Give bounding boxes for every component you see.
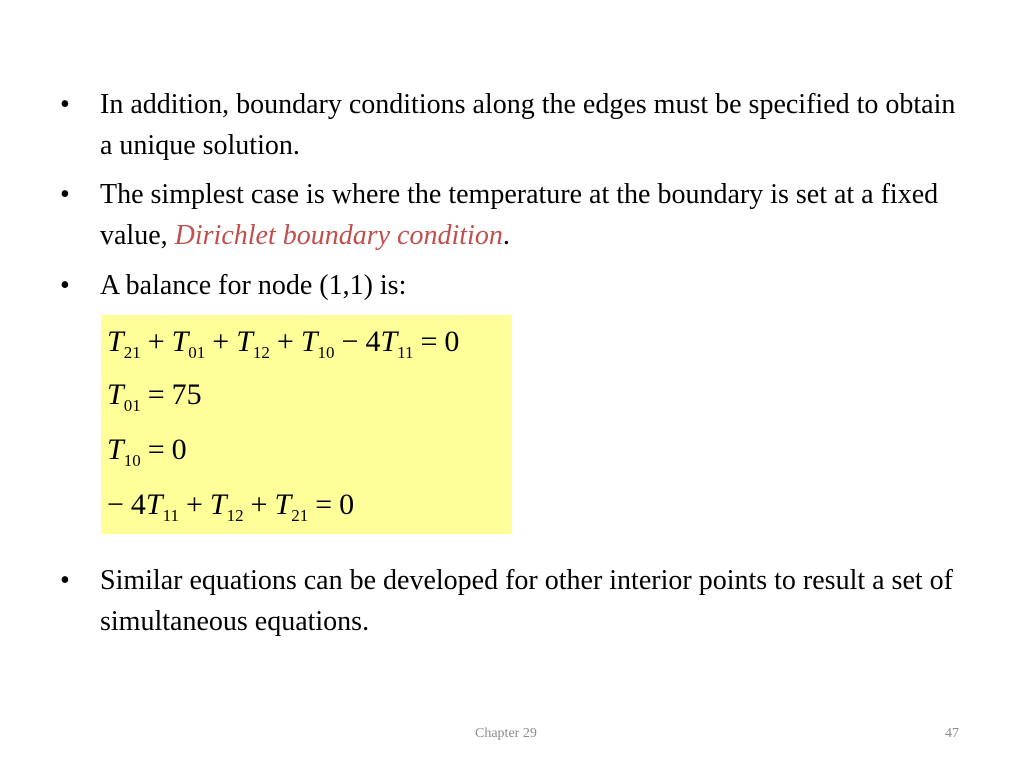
bullet-4-text: Similar equations can be developed for other interior points to result a set of simultaneous equations. [100, 565, 953, 637]
bullet-marker: • [60, 179, 70, 210]
equation-t10: $T_{10} = 0$ [107, 433, 187, 470]
equation-reduced: − $4T_{11} + T_{12} + T_{21} = 0$ [107, 488, 355, 525]
bullet-2-text-after: . [502, 220, 510, 251]
bullet-2-text-before: The simplest case is where the temperature at the boundary is set at a fixed value, [100, 179, 939, 251]
equation-t01: $T_{01} = 75$ [107, 378, 202, 415]
bullet-3-text: A balance for node (1,1) is: [100, 270, 407, 301]
dirichlet-term: Dirichlet boundary condition [174, 220, 503, 251]
footer-chapter: Chapter 29 [475, 726, 537, 741]
equation-node-balance: $T_{21} + T_{01} + T_{12} + T_{10} - 4T_{11} = 0$ [107, 325, 460, 362]
bullet-marker: • [60, 270, 70, 301]
equation-box [101, 315, 512, 534]
bullet-marker: • [60, 89, 70, 120]
bullet-1-text: In addition, boundary conditions along the edges must be specified to obtain a unique solution. [100, 89, 956, 161]
bullet-marker: • [60, 565, 70, 596]
bullet-2-text [100, 174, 960, 256]
page-number: 47 [945, 726, 959, 741]
